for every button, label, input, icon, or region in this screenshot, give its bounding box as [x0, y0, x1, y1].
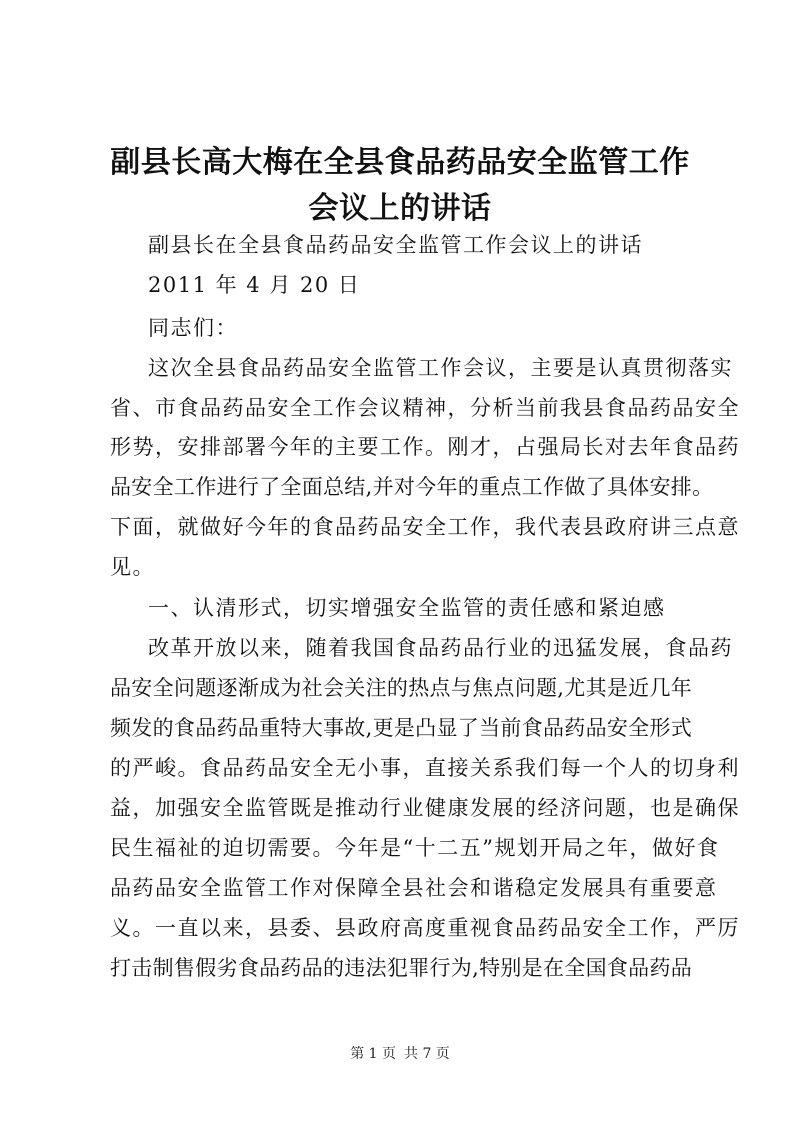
paragraph-line: 义。一直以来，县委、县政府高度重视食品药品安全工作，严厉 [110, 916, 740, 940]
paragraph-line: 下面，就做好今年的食品药品安全工作，我代表县政府讲三点意 [110, 515, 740, 539]
paragraph-line: 频发的食品药品重特大事故,更是凸显了当前食品药品安全形式 [110, 716, 693, 740]
page-footer [0, 1044, 800, 1064]
paragraph-line: 品药品安全监管工作对保障全县社会和谐稳定发展具有重要意 [110, 876, 718, 900]
section-heading: 一、认清形式，切实增强安全监管的责任感和紧迫感 [148, 596, 666, 620]
salutation: 同志们： [148, 316, 238, 340]
page-number: 第 1 页 [350, 1046, 396, 1062]
paragraph-line: 益，加强安全监管既是推动行业健康发展的经济问题，也是确保 [110, 796, 740, 820]
paragraph-line: 的严峻。食品药品安全无小事，直接关系我们每一个人的切身利 [110, 756, 740, 780]
paragraph-line: 见。 [110, 555, 155, 579]
paragraph-line: 省、市食品药品安全工作会议精神，分析当前我县食品药品安全 [110, 396, 740, 420]
total-pages: 共 7 页 [404, 1046, 450, 1062]
subtitle: 副县长在全县食品药品安全监管工作会议上的讲话 [148, 233, 643, 257]
paragraph-line: 这次全县食品药品安全监管工作会议，主要是认真贯彻落实 [148, 356, 733, 380]
paragraph-line: 打击制售假劣食品药品的违法犯罪行为,特别是在全国食品药品 [110, 956, 693, 980]
speech-date: 2011 年 4 月 20 日 [148, 273, 361, 297]
paragraph-line: 形势，安排部署今年的主要工作。刚才，占强局长对去年食品药 [110, 435, 740, 459]
paragraph-line: 改革开放以来，随着我国食品药品行业的迅猛发展，食品药 [148, 636, 733, 660]
paragraph-line: 民生福祉的迫切需要。今年是“十二五”规划开局之年，做好食 [110, 836, 720, 860]
paragraph-line: 品安全问题逐渐成为社会关注的热点与焦点问题,尤其是近几年 [110, 676, 693, 700]
paragraph-line: 品安全工作进行了全面总结,并对今年的重点工作做了具体安排。 [110, 475, 714, 499]
document-title: 副县长高大梅在全县食品药品安全监管工作会议上的讲话 [110, 145, 690, 226]
